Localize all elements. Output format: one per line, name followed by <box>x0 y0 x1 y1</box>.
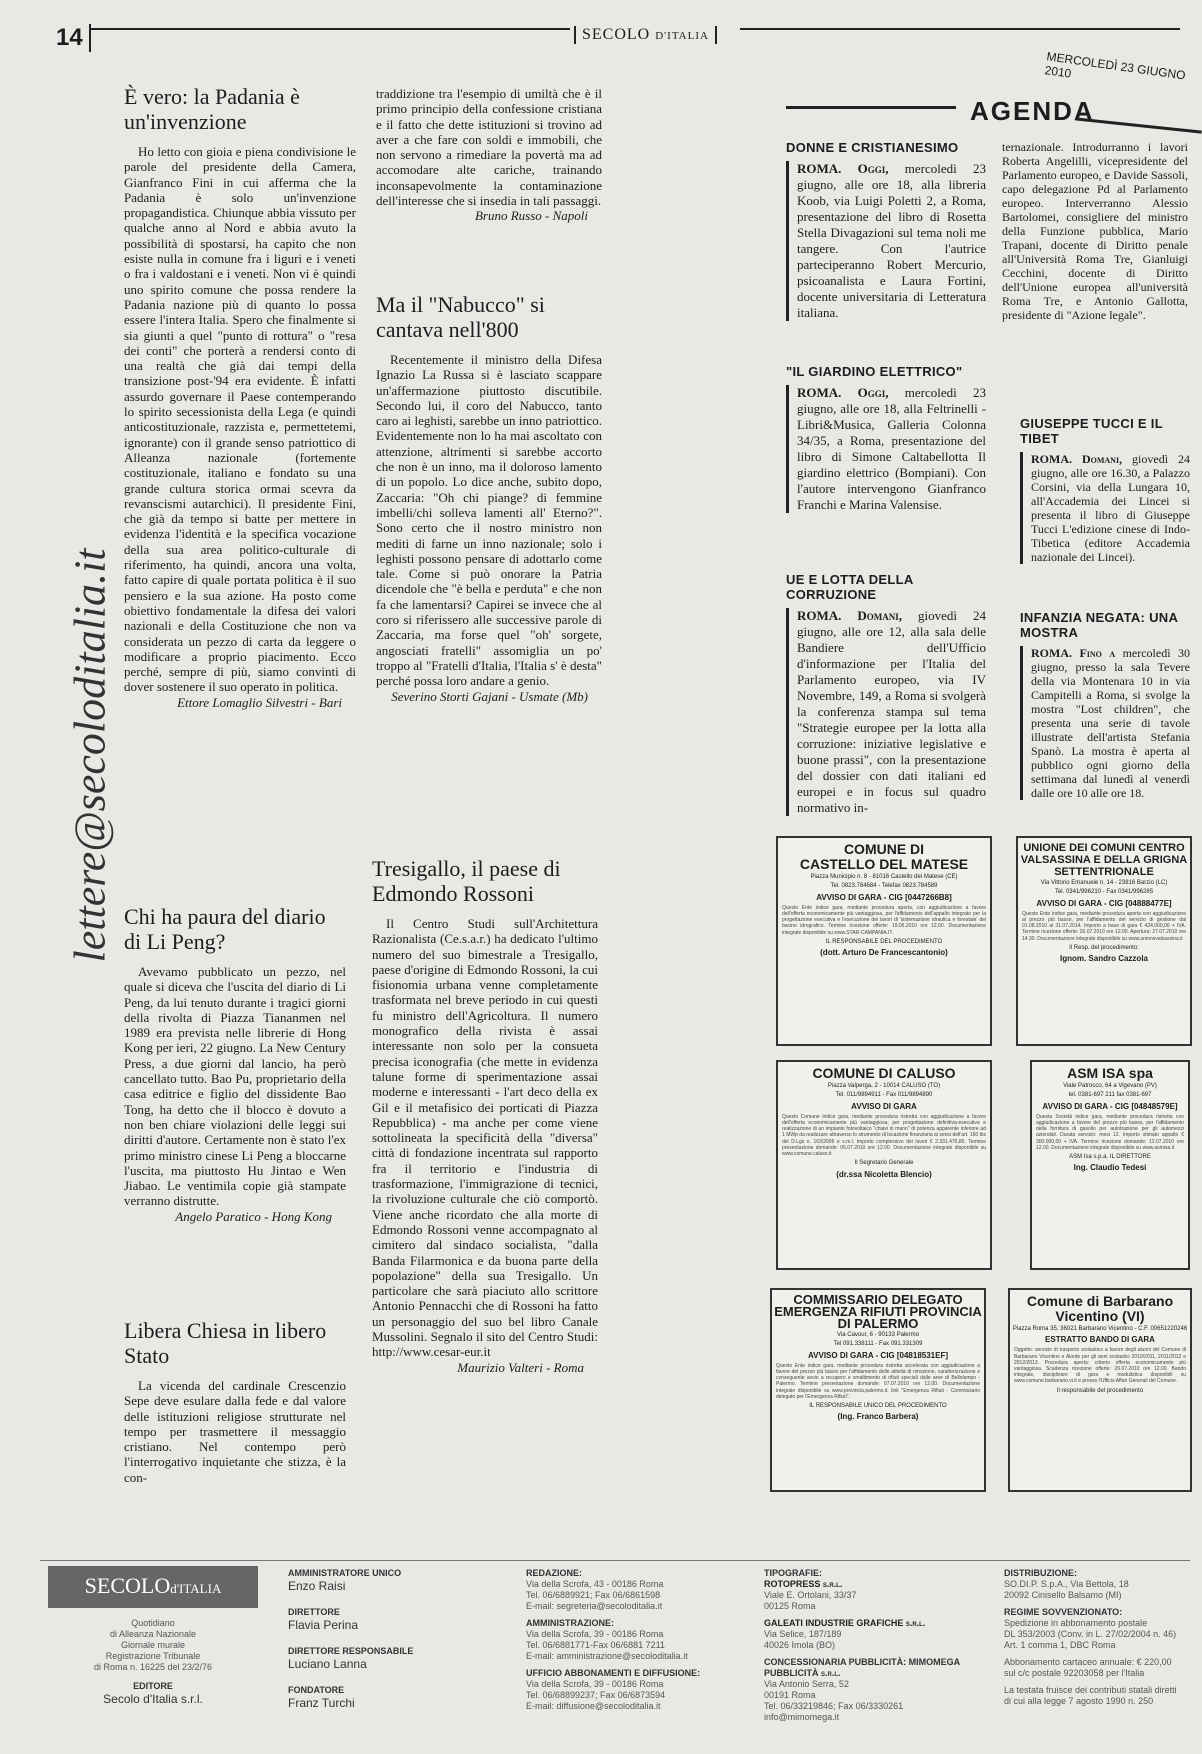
ad-tel: Tel. 011/9894911 - Fax 011/9894890 <box>835 1092 933 1099</box>
ad-address: Piazza Municipio n. 8 - 81016 Castello del Matese (CE) <box>810 874 958 880</box>
footer-role-value: Flavia Perina <box>288 1618 359 1632</box>
footer-office-line: Via della Scrofa, 39 - 00186 Roma <box>526 1629 664 1639</box>
agenda-text-block <box>786 385 986 513</box>
masthead-title: SECOLO <box>582 26 651 43</box>
ad-address: Piazza Valperga, 2 - 10014 CALUSO (TO) <box>827 1083 941 1089</box>
ad-name: COMUNE DI CALUSO <box>812 1065 956 1081</box>
letter-title: È vero: la Padania è un'invenzione <box>124 84 300 134</box>
ad-avviso: AVVISO DI GARA - CIG [04848579E] <box>1042 1101 1178 1111</box>
ad-text: Questo Comune indice gara, mediante procedura ristretta con aggiudicazione a favore dell'offerta economicamente più vantaggiosa, per progettazione definitiva-esecutiva e realizzazione di un impianto fotovoltaico "chiavi in mano" di potenza apparente inferiore ad 1 MWp da realizzare attraverso lo strumento di locazione finanziaria ai sensi dell'art. 160 bis del D.Lgs n. 163/2006 e s.m.i. Importo complessivo dei lavori € 2.331.476,80. Termine presentazione domande: 06.07.2010 ore 12.00. Documentazione integrale disponibile su www.comune.caluso.it <box>782 1113 986 1158</box>
footer-printer-email[interactable]: info@mimomega.it <box>764 1712 840 1722</box>
agenda-item-continuation <box>1002 140 1188 322</box>
footer-printer-name: ROTOPRESS s.r.l. <box>764 1579 843 1589</box>
ad-text: Oggetto: servizio di trasporto scolastico a favore degli alunni del Comune di Barbarano Vicentino e Alonte per gli anni scolastici 2010/2011, 2011/2012 e 2012/2013. Procedura aperta: criterio offerta economicamente più vantaggiosa. Scadenza ricezione offerte: 26.07.2010 ore 12.00. Bando integrale, disciplinare di gara e modulistica disponibili su www.comune.barbarano.vi.it e presso l'Ufficio Affari Generali del Comune. <box>1014 1347 1186 1385</box>
footer-line: Quotidiano <box>131 1618 175 1628</box>
agenda-text-block <box>786 161 986 321</box>
footer-office-line: Via della Scrofa, 43 - 00186 Roma <box>526 1579 664 1589</box>
ad-name: COMUNE DI <box>843 841 925 857</box>
footer-dist-line: SO.DI.P. S.p.A., Via Bettola, 18 <box>1004 1579 1129 1589</box>
footer-role-value: Enzo Raisi <box>288 1579 346 1593</box>
footer-dist-line: di cui alla legge 7 agosto 1990 n. 250 <box>1004 1696 1154 1706</box>
ad-name-2: VALSASSINA E DELLA GRIGNA SETTENTRIONALE <box>1020 854 1188 878</box>
footer-printer-line: Viale E. Ortolani, 33/37 <box>764 1590 857 1600</box>
ad-address: Piazza Roma 35, 36021 Barbarano Vicentino - C.F. 00651220246 <box>1012 1326 1188 1332</box>
ad-castello-del-matese <box>776 836 992 1046</box>
ad-footer: ASM Isa s.p.a. IL DIRETTORE <box>1069 1154 1151 1161</box>
footer-office-line: Tel. 06/68899237; Fax 06/6873594 <box>526 1690 666 1700</box>
ad-text: Questa Società indice gara, mediante procedura ristretta con aggiudicazione a favore del prezzo più basso, per l'affidamento della fornitura di gasolio per autotrazione per gli automezzi aziendali. Durata servizio: mesi 12. Importo stimato appalto € 300.000,00 + IVA. Termine ricezione domande: 12.07.2010 ore 12.00. Documentazione integrale disponibile su www.asmisa.it <box>1036 1113 1184 1151</box>
ad-address: Via Vittorio Emanuele n. 14 - 23816 Barzio (LC) <box>1040 880 1168 886</box>
agenda-heading: UE E LOTTA DELLA CORRUZIONE <box>786 572 914 602</box>
letter-padania <box>124 84 356 710</box>
agenda-body: mercoledì 30 giugno, presso la sala Tevere della via Montenara 10 in via Campitelli a Roma, si svolge la mostra "Lost children", che presenta una serie di tavole illustrate dell'artista Stefania Spanò. La mostra è aperta al pubblico ogni giorno della settimana dal lunedì al venerdì dalle ore 10 alle ore 18. <box>1031 646 1191 800</box>
agenda-text <box>1031 452 1190 564</box>
footer-roles <box>288 1568 508 1710</box>
footer-office-email[interactable]: E-mail: amministrazione@secoloditalia.it <box>526 1651 688 1661</box>
agenda-item <box>1020 610 1190 800</box>
footer-distribution <box>1004 1568 1196 1707</box>
letter-signature: Ettore Lomaglio Silvestri - Bari <box>177 694 342 710</box>
agenda-lead: ROMA. Fino a <box>1031 646 1116 660</box>
letter-nabucco <box>376 292 602 704</box>
ad-signer: (dr.ssa Nicoletta Blencio) <box>836 1169 932 1179</box>
footer-line: Giornale murale <box>120 1640 186 1650</box>
agenda-lead: ROMA. Oggi, <box>797 161 889 176</box>
agenda-heading: INFANZIA NEGATA: UNA MOSTRA <box>1020 610 1178 640</box>
ad-footer: IL RESPONSABILE DEL PROCEDIMENTO <box>825 938 943 945</box>
agenda-body: giovedì 24 giugno, alle ore 12, alla sala delle Bandiere dell'Ufficio d'informazione per l'Italia del Parlamento europeo, via IV Novembre, 149, a Roma si svolgerà la conferenza stampa sul tema "Strategie europee per la lotta alla corruzione: iniziative legislative e buone prassi", con la presentazione del dossier con dati italiani ed europei e in focus sul quadro normativo in- <box>797 608 986 815</box>
ad-name: ASM ISA spa <box>1067 1065 1153 1081</box>
letters-email[interactable]: lettere@secoloditalia.it <box>65 548 115 963</box>
agenda-lead: ROMA. Domani, <box>1031 452 1123 466</box>
footer-editore-label: EDITORE <box>133 1681 173 1691</box>
footer-role-label: DIRETTORE <box>288 1607 340 1617</box>
footer-dist-line: Spedizione in abbonamento postale <box>1004 1618 1148 1628</box>
ad-text: Questo Ente indice gara, mediante procedura aperta con aggiudicazione al prezzo più basso, per l'affidamento del servizio di gestione dal 01.08.2010 al 31.07.2014. Importo a base di gara € 424.000,00 + IVA. Termine ricezione offerte: 26.07.2010 ore 12.00. Apertura: 27.07.2010 ore 14.30. Documentazione integrale disponibile su www.unionevalsassina.it <box>1022 910 1186 942</box>
letter-chiesa <box>124 1318 346 1485</box>
ad-footer: Il Segretario Generale <box>854 1160 914 1167</box>
ad-commissario-palermo <box>770 1288 986 1492</box>
ad-tel: Tel. 0341/996210 - Fax 0341/996285 <box>1054 889 1154 896</box>
agenda-item <box>786 140 986 321</box>
footer-office-label: UFFICIO ABBONAMENTI E DIFFUSIONE: <box>526 1668 701 1678</box>
ad-name: UNIONE DEI COMUNI CENTRO <box>1023 842 1185 854</box>
ad-name-2: CASTELLO DEL MATESE <box>799 856 969 872</box>
letter-signature: Angelo Paratico - Hong Kong <box>175 1208 332 1224</box>
footer-printer-label: CONCESSIONARIA PUBBLICITÀ: MIMOMEGA PUBBLICITÀ s.r.l. <box>764 1657 960 1678</box>
ad-address: Viale Patrocco, 64 a Vigevano (PV) <box>1063 1083 1157 1089</box>
letter-body: Ho letto con gioia e piena condivisione le parole del presidente della Camera, Gianfranco Fini in cui afferma che la Padania è solo un'invenzione propagandistica. Chiunque abbia vissuto per qualche anno al Nord e abbia avuto la possibilità di spostarsi, ha capito che non esiste nulla in comune fra i liguri e i veneti o fra i valdostani e i veneti. Non vi è quindi uno spirito comune che possa rendere la Padania nazione più di quanto lo possa essere l'intera Italia. Spero che finalmente si sia giunti a quel "punto di rottura" o "resa dei conti" che porterà a rendersi conto di una realtà che già dai tempi della transizione post-'94 era evidente. È infatti assurdo governare il Paese contemperando lo spirito secessionista della Lega (e quindi anticostituzionale, razzista e, permettetemi, ignorante) con il grande senso patriottico di Alleanza nazionale (fortemente costituzionale, italiano e fondato su una grande cultura storica ormai scevra da revanscismi autarchici). Il presidente Fini, che già da tempo si batte per mettere in evidenza l'identità e la specifica vocazione della sua area politico-culturale di riferimento, ha quindi, ancora una volta, fatto capire di quale portata politica è il suo pensiero e la sua azione. Ha posto come obiettivo fondamentale la difesa dei valori nazionali e della Costituzione che non va considerata un pezzo di carta da leggere o modificare a proprio piacimento. Ecco perché, sempre di più, siamo convinti di dover sostenere il suo operato in politica. <box>124 144 356 695</box>
agenda-text-block <box>1020 646 1190 800</box>
agenda-lead: ROMA. Oggi, <box>797 385 889 400</box>
agenda-heading: DONNE E CRISTIANESIMO <box>786 140 959 155</box>
ad-name: Comune di Barbarano <box>1026 1293 1174 1309</box>
footer-printer-line: Via Antonio Serra, 52 <box>764 1679 849 1689</box>
ad-asm-isa <box>1030 1060 1190 1270</box>
footer-logo-title: SECOLO <box>84 1573 171 1598</box>
footer-dist-line: 20092 Cinisello Balsamo (MI) <box>1004 1590 1122 1600</box>
letter-title: Libera Chiesa in libero Stato <box>124 1318 327 1368</box>
footer-office-line: Tel. 06/6889921; Fax 06/6861598 <box>526 1590 661 1600</box>
footer-printers <box>764 1568 994 1723</box>
ad-name-2: EMERGENZA RIFIUTI PROVINCIA DI PALERMO <box>774 1304 982 1331</box>
letter-title: Ma il "Nabucco" si cantava nell'800 <box>376 292 545 342</box>
letter-li-peng <box>124 904 346 1224</box>
header-rule-right <box>740 28 1180 30</box>
footer-dist-line: La testata fruisce dei contributi statali diretti <box>1004 1685 1177 1695</box>
footer-office-email[interactable]: E-mail: diffusione@secoloditalia.it <box>526 1701 661 1711</box>
agenda-body: mercoledì 23 giugno, alle ore 18, alla Feltrinelli - Libri&Musica, Galleria Colonna 34/35, a Roma, presentazione del libro di Simone Caltabellotta Il giardino elettrico (Bompiani). Con l'autore intervengono Gianfranco Franchi e Marina Valensise. <box>797 385 987 512</box>
letter-title: Tresigallo, il paese di Edmondo Rossoni <box>372 856 561 906</box>
footer-logo <box>48 1566 258 1608</box>
footer-role-label: AMMINISTRATORE UNICO <box>288 1568 402 1578</box>
header-rule-left <box>90 28 570 30</box>
letter-title: Chi ha paura del diario di Li Peng? <box>124 904 326 954</box>
footer-office-line: Tel. 06/6881771-Fax 06/6881 7211 <box>526 1640 665 1650</box>
ad-footer: Il responsabile del procedimento <box>1056 1387 1144 1394</box>
ad-avviso: AVVISO DI GARA - CIG [04888477E] <box>1036 898 1172 908</box>
agenda-heading: GIUSEPPE TUCCI E IL TIBET <box>1020 416 1163 446</box>
footer-dist-label: REGIME SOVVENZIONATO: <box>1004 1607 1123 1617</box>
footer-printer-line: 00191 Roma <box>764 1690 816 1700</box>
ad-signer: Ignom. Sandro Cazzola <box>1059 954 1148 964</box>
agenda-text <box>797 385 986 513</box>
ad-avviso: AVVISO DI GARA - CIG [04818531EF] <box>807 1350 949 1360</box>
agenda-text <box>1031 646 1190 800</box>
letter-signature: Maurizio Valteri - Roma <box>457 1359 584 1375</box>
letter-body-continued: traddizione tra l'esempio di umiltà che è il primo principio della confessione cristiana e il fatto che dette istituzioni si trovino ad aver a che fare con soldi e immobili, che non servono a rimediare la povertà ma ad accomodare alte cariche, trainando inconsapevolmente la contaminazione dell'interesse che si insedia in tali passaggi. <box>376 86 602 209</box>
footer-dist-label: DISTRIBUZIONE: <box>1004 1568 1077 1578</box>
agenda-body: giovedì 24 giugno, alle ore 16.30, a Palazzo Corsini, via della Lungara 10, all'Accademia dei Lincei si presenta il libro di Giuseppe Tucci L'edizione cinese di Indo-Tibetica (editore Accademia nazionale dei Lincei). <box>1031 452 1191 564</box>
ad-comune-barbarano <box>1008 1288 1192 1492</box>
agenda-item <box>786 572 986 816</box>
letter-body: La vicenda del cardinale Crescenzio Sepe deve esulare dalla fede e dal valore delle istituzioni religiose strutturate nel tempo per trasmettere il messaggio cristiano. Nel contempo però l'interrogativo inquietante che stizza, è la con- <box>124 1378 346 1485</box>
footer-line: Registrazione Tribunale <box>105 1651 201 1661</box>
footer-office-email[interactable]: E-mail: segreteria@secoloditalia.it <box>526 1601 663 1611</box>
letter-body: Avevamo pubblicato un pezzo, nel quale si diceva che l'uscita del diario di Li Peng, da lui tenuto durante i tragici giorni della rivolta di Piazza Tiananmen nel 1989 era prevista nelle librerie di Hong Kong per ieri, 22 giugno. La New Century Press, a due giorni dal lancio, ha però cancellato tutto. Bao Pu, proprietario della casa editrice e figlio del dissidente Bao Tong, ha detto che il blocco è dovuto a non ben chiare violazioni delle leggi sui diritti d'autore. Certamente non è stato l'ex primo ministro cinese Li Peng a bloccarne l'uscita, ma piuttosto Hu Jintao e Wen Jiabao. Le ventimila copie già stampate verranno distrutte. <box>124 964 346 1209</box>
ad-tel: tel. 0381-697 211 fax 0381-697 <box>1068 1092 1152 1099</box>
footer-role-value: Luciano Lanna <box>288 1657 367 1671</box>
agenda-title: AGENDA <box>970 96 1095 126</box>
ad-avviso: AVVISO DI GARA - CIG [0447266B8] <box>816 892 952 902</box>
ad-signer: (Ing. Franco Barbera) <box>837 1412 919 1422</box>
footer-printer-name: GALEATI INDUSTRIE GRAFICHE s.r.l. <box>764 1618 926 1628</box>
footer-line: di Roma n. 16225 del 23/2/76 <box>93 1662 213 1672</box>
issue-date: MERCOLEDÌ 23 GIUGNO 2010 <box>1043 49 1187 83</box>
agenda-text <box>797 608 986 816</box>
ad-name-2: Vicentino (VI) <box>1055 1308 1145 1324</box>
footer-role-label: FONDATORE <box>288 1685 345 1695</box>
footer-dist-line: Abbonamento cartaceo annuale: € 220,00 <box>1004 1657 1172 1667</box>
page-number: 14 <box>56 24 91 52</box>
letters-email-vertical <box>40 90 120 1470</box>
footer-role-value: Franz Turchi <box>288 1696 355 1710</box>
agenda-rule-left <box>786 106 956 109</box>
ad-comune-caluso <box>776 1060 992 1270</box>
ad-text: Questo Ente indice gara, mediante procedura aperta, con aggiudicazione a favore dell'offerta economicamente più vantaggiosa, per l'affidamento dell'appalto integrato per la progettazione esecutiva e l'esecuzione dei lavori di 'sistemazione idraulica e forestale' del bacino idrografico. Termine ricezione offerte: 19.06.2010 ore 12.00. Documentazione integrale disponibile su www.STAR-CAMPANIA.IT. <box>782 904 986 936</box>
letter-signature: Bruno Russo - Napoli <box>474 208 588 224</box>
ad-name: COMMISSARIO DELEGATO <box>793 1292 963 1307</box>
footer-offices <box>526 1568 756 1712</box>
footer-printer-label: TIPOGRAFIE: <box>764 1568 822 1578</box>
agenda-text: ternazionale. Introdurranno i lavori Roberta Angelilli, vicepresidente del Parlamento europeo, e Davide Sassoli, capo delegazione Pd al Parlamento europeo. Interverranno Alessio Bartolomei, consigliere del ministro della Funzione pubblica, Mario Trapani, docente di Diritto penale all'Università Roma Tre, Gianluigi Cecchini, docente di Diritto dell'Unione europea all'università Roma Tre, e Antonio Gallotta, presidente di "Azione legale". <box>1002 140 1188 322</box>
letter-signature: Severino Storti Gajani - Usmate (Mb) <box>391 688 588 704</box>
ad-signer: (dott. Arturo De Francescantonio) <box>820 948 948 958</box>
ad-avviso: ESTRATTO BANDO DI GARA <box>1045 1335 1155 1345</box>
ad-footer: IL RESPONSABILE UNICO DEL PROCEDIMENTO <box>809 1403 947 1410</box>
ad-tel: Tel. 0823.784684 - Telefax 0823.784589 <box>830 883 938 890</box>
masthead-small: D'ITALIA <box>655 30 709 42</box>
ad-avviso: AVVISO DI GARA <box>851 1101 917 1111</box>
footer-line: di Alleanza Nazionale <box>109 1629 197 1639</box>
ad-footer: Il Resp. del procedimento: <box>1069 944 1139 951</box>
footer-editore: Secolo d'Italia s.r.l. <box>103 1692 203 1706</box>
letter-body: Il Centro Studi sull'Architettura Razionalista (Ce.s.a.r.) ha dedicato l'ultimo numero del suo bimestrale a Tresigallo, paese d'origine di Edmondo Rossoni, la cui fisionomia urbana venne completamente trasformata nel breve periodo in cui questi fu ministro dell'Agricoltura. Il numero monografico della rivista è assai interessante non solo per la consueta precisa iconografia (che mette in evidenza talune forme di sperimentazione assai moderne e interessanti - l'art deco della ex Gil e il metafisico dei porticati di Piazza Repubblica) - ma anche per come viene sottolineata la specificità della "diversa" città di fondazione incentrata sul rapporto fra il territorio e l'industria di trasformazione, l'immigrazione di tecnici, la rivoluzione culturale che ciò comportò. Viene anche ricordato che alla morte di Edmondo Rossoni venne accompagnato al cimitero dal sindaco socialista, "dalla Banda Filarmonica e da buona parte della popolazione" della sua Tresigallo. Un particolare che sarà piaciuto allo scrittore Antonio Pennacchi che di Rossoni ha fatto un personaggio del suo bel libro Canale Mussolini. Segnalo il sito del Centro Studi: http://www.cesar-eur.it <box>372 916 598 1360</box>
footer-registration <box>48 1618 258 1706</box>
ad-tel: Tel 091.338111 - Fax 091.331309 <box>833 1341 923 1348</box>
footer-dist-line: DL 353/2003 (Conv. in L. 27/02/2004 n. 46) <box>1004 1629 1177 1639</box>
footer-dist-line: sul c/c postale 92203058 per l'Italia <box>1004 1668 1145 1678</box>
footer-printer-line: 00125 Roma <box>764 1601 816 1611</box>
footer-office-label: REDAZIONE: <box>526 1568 582 1578</box>
letter-chiesa-continuation <box>376 86 602 224</box>
ad-text: Questo Ente indice gara, mediante procedura ristretta accelerata con aggiudicazione a favore del prezzo più basso per l'affidamento delle attività di rimozione, caratterizzazione e conseguente avvio a recupero e smaltimento di rifiuti speciali dalle aree di Bellolampo - Palermo. Termine presentazione domande: 07.07.2010 ore 12.00. Documentazione integrale disponibile su www.provincia.palermo.it, link "Emergenza Rifiuti - Commissario delegato per l'Emergenza Rifiuti". <box>776 1362 980 1400</box>
footer-office-label: AMMINISTRAZIONE: <box>526 1618 614 1628</box>
agenda-item <box>1020 416 1190 564</box>
agenda-text <box>797 161 986 321</box>
letter-tresigallo <box>372 856 598 1375</box>
footer-role-label: DIRETTORE RESPONSABILE <box>288 1646 414 1656</box>
footer-logo-small: d'ITALIA <box>170 1581 222 1596</box>
agenda-text-block <box>1020 452 1190 564</box>
agenda-text-block <box>786 608 986 816</box>
agenda-item <box>786 364 986 513</box>
ad-address: Via Cavour, 6 - 90133 Palermo <box>837 1332 919 1338</box>
agenda-lead: ROMA. Domani, <box>797 608 903 623</box>
footer-printer-line: Tel. 06/33219846; Fax 06/3330261 <box>764 1701 904 1711</box>
footer-rule <box>40 1560 1190 1561</box>
footer-printer-line: 40026 Imola (BO) <box>764 1640 836 1650</box>
masthead <box>574 26 717 44</box>
letter-body: Recentemente il ministro della Difesa Ignazio La Russa si è lasciato scappare un'affermazione piuttosto discutibile. Secondo lui, il coro del Nabucco, tanto caro ai leghisti, sarebbe un inno patriottico. Evidentemente non lo ha mai ascoltato con attenzione, altrimenti si sarebbe accorto che non è un inno, ma il doloroso lamento di un popolo. Lo dice anche, subito dopo, Zaccaria: "Oh chi piange? di femmine imbelli/chi solleva lamenti all' Eterno?". Sono certo che il nostro ministro non mediti di farne un inno nazionale; solo i leghisti possono pensare di adottarlo come tale. Come si può onorare la Patria dicendole che "è bella e perduta" e che non fa che lamentarsi? Capirei se invece che al coro si riferissero alle successive parole di Zaccaria, ma forse quel "oh' sorgete, angosciati fratelli" assomiglia un po' troppo al "Fratelli d'Italia, l'Italia s' è desta" perché possa loro andare a genio. <box>376 352 602 689</box>
ad-signer: Ing. Claudio Tedesi <box>1073 1163 1147 1173</box>
agenda-body: mercoledì 23 giugno, alle ore 18, alla libreria Koob, via Luigi Poletti 2, a Roma, presentazione del libro di Rosetta Stella Divagazioni sul tema noli me tangere. Con l'autrice parteciperanno Robert Mercurio, psicoanalista e Laura Fortini, docente universitaria di Letteratura italiana. <box>797 161 987 320</box>
ad-unione-comuni <box>1016 836 1192 1046</box>
agenda-heading: "IL GIARDINO ELETTRICO" <box>786 364 963 379</box>
footer-printer-line: Via Selice, 187/189 <box>764 1629 842 1639</box>
footer-office-line: Via della Scrofa, 39 - 00186 Roma <box>526 1679 664 1689</box>
footer-dist-line: Art. 1 comma 1, DBC Roma <box>1004 1640 1116 1650</box>
